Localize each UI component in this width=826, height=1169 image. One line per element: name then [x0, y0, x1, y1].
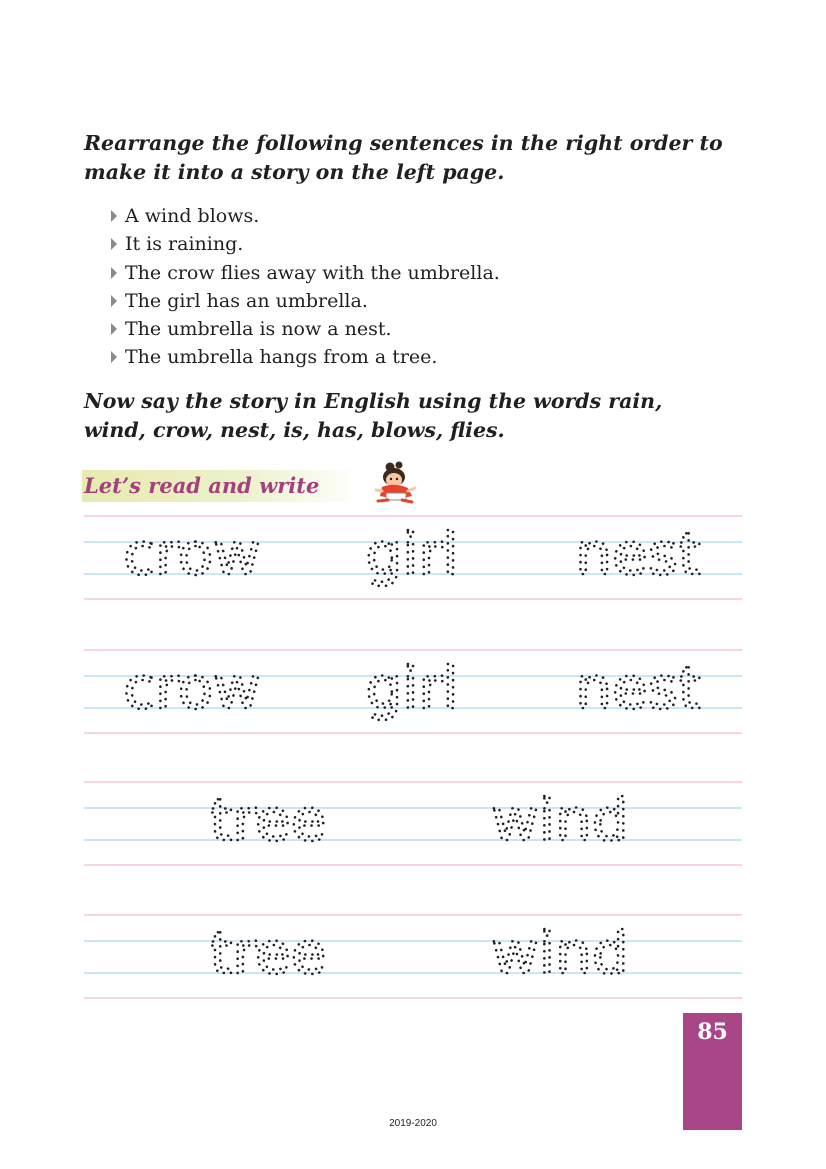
- sentence-text: The umbrella hangs from a tree.: [125, 346, 438, 369]
- tracing-word-tree[interactable]: tree: [209, 919, 327, 987]
- page-number: 85: [697, 1019, 728, 1045]
- tracing-word-crow[interactable]: crow: [123, 654, 261, 722]
- tracing-word-tree[interactable]: tree: [209, 786, 327, 854]
- page-number-tab: [683, 1013, 742, 1130]
- footer-year: 2019-2020: [389, 1118, 437, 1129]
- sentence-text: The girl has an umbrella.: [125, 289, 368, 312]
- sentence-text: The umbrella is now a nest.: [125, 318, 392, 341]
- section-title: Let’s read and write: [84, 473, 320, 498]
- sentence-text: It is raining.: [125, 233, 244, 256]
- retell-instruction: Now say the story in English using the words rain, wind, crow, nest, is, has, blows, flies.: [84, 389, 663, 442]
- sentence-text: A wind blows.: [125, 205, 260, 227]
- tracing-word-nest[interactable]: nest: [575, 654, 701, 722]
- tracing-word-girl[interactable]: girl: [365, 520, 459, 588]
- tracing-word-crow[interactable]: crow: [123, 520, 261, 588]
- tracing-word-wind[interactable]: wind: [491, 786, 629, 854]
- rearrange-instruction: Rearrange the following sentences in the right order to make it into a story on the left page.: [84, 131, 723, 184]
- sentence-text: The crow flies away with the umbrella.: [125, 261, 500, 284]
- tracing-word-nest[interactable]: nest: [575, 520, 701, 588]
- tracing-word-wind[interactable]: wind: [491, 919, 629, 987]
- tracing-word-girl[interactable]: girl: [365, 654, 459, 722]
